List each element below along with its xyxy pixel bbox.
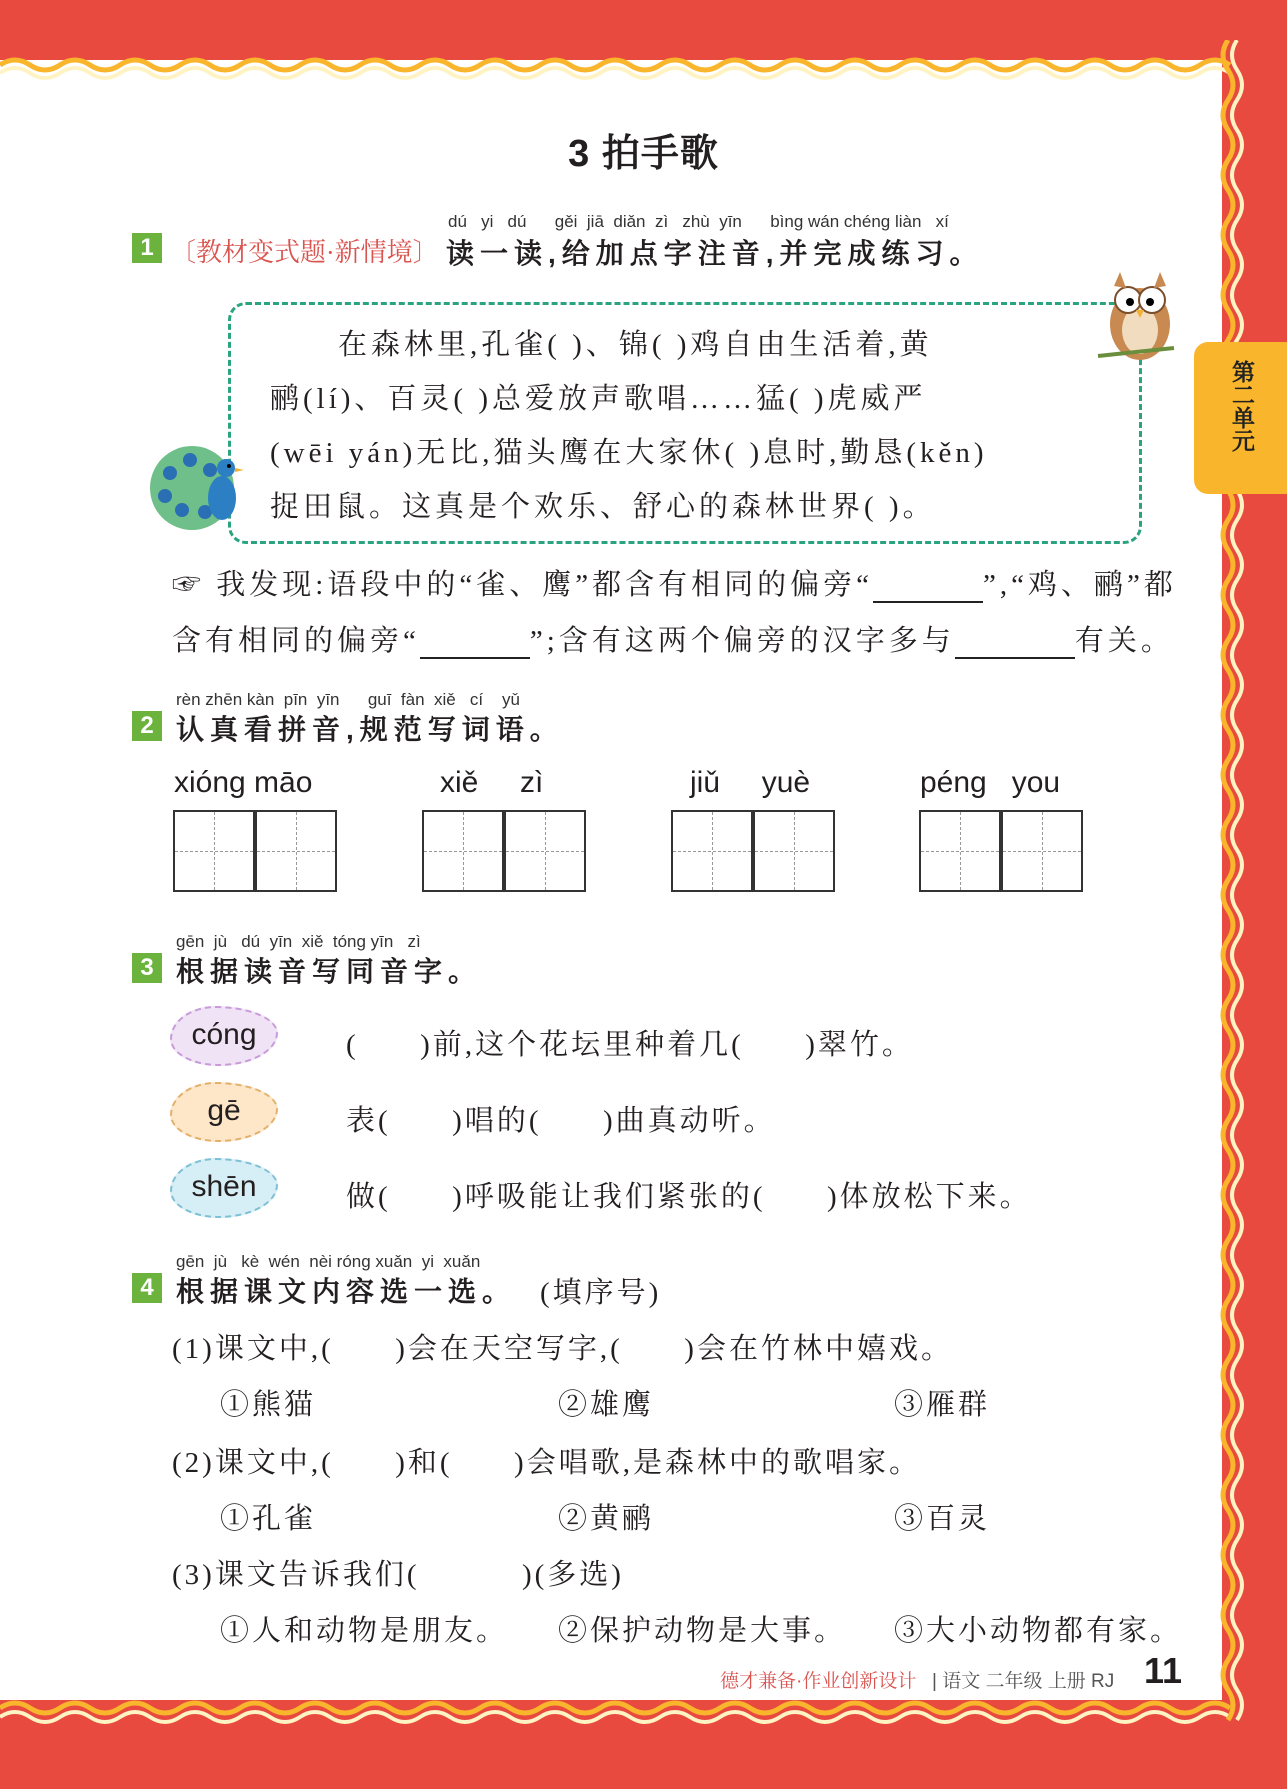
choice-option[interactable]: ①熊猫 xyxy=(220,1389,317,1421)
passage-line-3: (wēi yán)无比,猫头鹰在大家休( )息时,勤恳(kěn) xyxy=(270,437,988,469)
wavy-border-right xyxy=(1208,40,1258,1740)
choice-option[interactable]: ②黄鹂 xyxy=(558,1503,655,1535)
question-1-pinyin: dú yi dú gěi jiā diǎn zì zhù yīn bìng wán chéng liàn xí xyxy=(448,212,949,231)
question-2-pinyin: rèn zhēn kàn pīn yīn guī fàn xiě cí yǔ xyxy=(176,690,520,709)
homophone-sentence-3: 做( )呼吸能让我们紧张的( )体放松下来。 xyxy=(346,1181,1032,1213)
pinyin-bubble-cong: cóng xyxy=(170,1006,278,1066)
question-1-text: 读一读,给加点字注音,并完成练习。 xyxy=(446,238,984,269)
word-pinyin-3: jiǔ yuè xyxy=(690,766,811,799)
choice-question-2: (2)课文中,( )和( )会唱歌,是森林中的歌唱家。 xyxy=(172,1447,921,1479)
series-name: 德才兼备·作业创新设计 xyxy=(720,1671,917,1692)
unit-side-tab xyxy=(1194,342,1287,494)
pointing-hand-icon: ☞ xyxy=(172,569,206,601)
owl-illustration xyxy=(1096,268,1176,364)
question-4-text: 根据课文内容选一选。 xyxy=(176,1276,517,1307)
discover-line-2 xyxy=(172,618,1174,659)
question-3-number: 3 xyxy=(132,953,162,983)
writing-grid-cell[interactable] xyxy=(504,810,586,892)
homophone-sentence-2: 表( )唱的( )曲真动听。 xyxy=(346,1105,776,1137)
question-1-number: 1 xyxy=(132,233,162,263)
discover-line-1 xyxy=(172,562,1177,603)
unit-label: 第二单元 xyxy=(1229,360,1255,452)
choice-option[interactable]: ①人和动物是朋友。 xyxy=(220,1615,509,1647)
discover-text-2: ”,“鸡、鹂”都 xyxy=(982,569,1177,601)
question-4-number: 4 xyxy=(132,1273,162,1303)
question-3-text: 根据读音写同音字。 xyxy=(176,956,483,987)
word-pinyin-4: péng you xyxy=(920,766,1061,799)
writing-grid-cell[interactable] xyxy=(919,810,1001,892)
choice-option[interactable]: ②雄鹰 xyxy=(558,1389,655,1421)
choice-option[interactable]: ③雁群 xyxy=(894,1389,991,1421)
pinyin-bubble-shen: shēn xyxy=(170,1158,278,1218)
wavy-border-top xyxy=(0,40,1240,90)
writing-grid-cell[interactable] xyxy=(255,810,337,892)
choice-option[interactable]: ①孔雀 xyxy=(220,1503,317,1535)
page-title: 3 拍手歌 xyxy=(568,133,719,175)
answer-blank-radical-2[interactable] xyxy=(420,627,530,659)
homophone-sentence-1: ( )前,这个花坛里种着几( )翠竹。 xyxy=(346,1029,914,1061)
question-2-number: 2 xyxy=(132,711,162,741)
peacock-illustration xyxy=(140,438,250,538)
question-4-pinyin: gēn jù kè wén nèi róng xuǎn yi xuǎn xyxy=(176,1252,481,1271)
answer-blank-meaning[interactable] xyxy=(955,627,1075,659)
question-1-tag: 〔教材变式题·新情境〕 xyxy=(170,238,439,267)
choice-option[interactable]: ②保护动物是大事。 xyxy=(558,1615,847,1647)
choice-option[interactable]: ③百灵 xyxy=(894,1503,991,1535)
passage-line-2: 鹂(lí)、百灵( )总爱放声歌唱……猛( )虎威严 xyxy=(270,383,927,415)
word-pinyin-1: xióng māo xyxy=(174,766,313,799)
choice-question-1: (1)课文中,( )会在天空写字,( )会在竹林中嬉戏。 xyxy=(172,1333,953,1365)
word-pinyin-2: xiě zì xyxy=(440,766,544,799)
passage-line-1: 在森林里,孔雀( )、锦( )鸡自由生活着,黄 xyxy=(338,329,933,361)
writing-grid-cell[interactable] xyxy=(173,810,255,892)
writing-grid-cell[interactable] xyxy=(422,810,504,892)
question-3-pinyin: gēn jù dú yīn xiě tóng yīn zì xyxy=(176,932,421,951)
choice-option[interactable]: ③大小动物都有家。 xyxy=(894,1615,1183,1647)
writing-grid-cell[interactable] xyxy=(753,810,835,892)
writing-grid-cell[interactable] xyxy=(1001,810,1083,892)
passage-line-4: 捉田鼠。这真是个欢乐、舒心的森林世界( )。 xyxy=(270,491,936,523)
book-info: | 语文 二年级 上册 RJ xyxy=(932,1671,1115,1692)
answer-blank-radical-1[interactable] xyxy=(873,571,983,603)
discover-text-5: 有关。 xyxy=(1074,625,1174,657)
page-number: 11 xyxy=(1144,1650,1183,1691)
pinyin-bubble-ge: gē xyxy=(170,1082,278,1142)
wavy-border-bottom xyxy=(0,1690,1240,1740)
question-4-note: (填序号) xyxy=(540,1277,662,1309)
choice-question-3: (3)课文告诉我们( )(多选) xyxy=(172,1559,624,1591)
discover-text-3: 含有相同的偏旁“ xyxy=(172,625,420,657)
question-2-text: 认真看拼音,规范写词语。 xyxy=(176,714,564,745)
discover-text-4: ”;含有这两个偏旁的汉字多与 xyxy=(529,625,955,657)
discover-text-1: 我发现:语段中的“雀、鹰”都含有相同的偏旁“ xyxy=(216,569,873,601)
writing-grid-cell[interactable] xyxy=(671,810,753,892)
